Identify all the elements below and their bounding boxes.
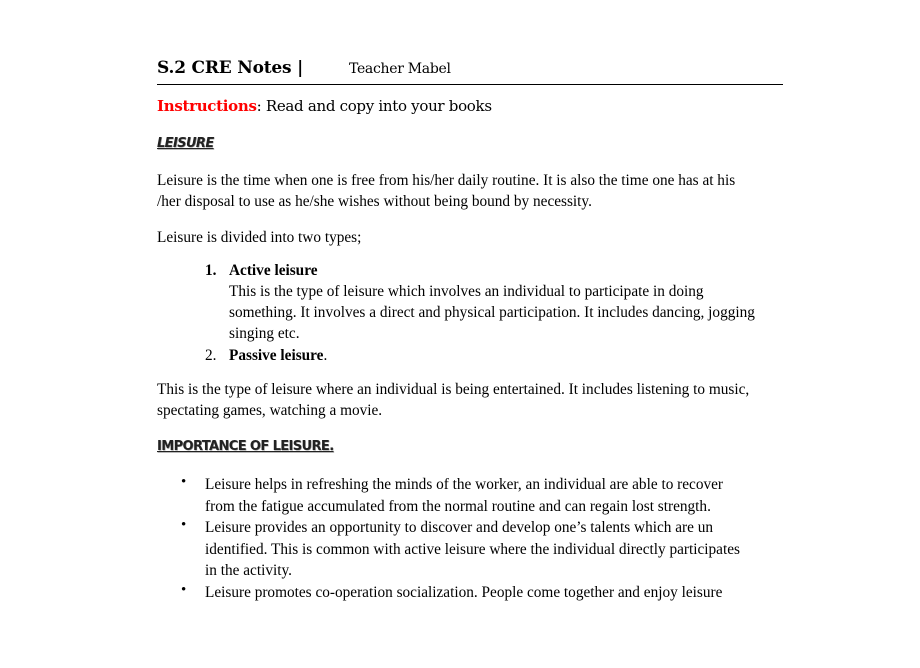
instructions-label: Instructions bbox=[157, 97, 257, 115]
bullet-line: Leisure provides an opportunity to discover and develop one’s talents which are un bbox=[205, 519, 714, 536]
bullet-icon: • bbox=[181, 582, 187, 598]
paragraph-line: Leisure is the time when one is free from his/her daily routine. It is also the time one has at his bbox=[157, 172, 736, 189]
bullet-line: Leisure promotes co-operation socialization. People come together and enjoy leisure bbox=[205, 584, 723, 601]
bullet-item bbox=[157, 517, 783, 583]
instructions-line bbox=[157, 97, 492, 115]
bullet-icon: • bbox=[181, 517, 187, 533]
list-item-content bbox=[229, 345, 327, 366]
document-header bbox=[157, 57, 783, 85]
paragraph-line: spectating games, watching a movie. bbox=[157, 402, 383, 419]
bullet-item bbox=[157, 582, 783, 604]
bullet-line: identified. This is common with active leisure where the individual directly participates bbox=[205, 540, 740, 558]
passive-leisure-paragraph bbox=[157, 379, 749, 421]
list-item-line: singing etc. bbox=[229, 325, 300, 342]
list-number: 2. bbox=[205, 347, 217, 364]
bullet-text bbox=[205, 517, 740, 582]
bullet-icon: • bbox=[181, 474, 187, 490]
list-item-line: This is the type of leisure which involves an individual to participate in doing bbox=[229, 283, 704, 300]
heading-importance-of-leisure: IMPORTANCE OF LEISURE. bbox=[157, 439, 334, 454]
paragraph-line: This is the type of leisure where an individual is being entertained. It includes listening to music, bbox=[157, 381, 750, 398]
list-item-title: Passive leisure bbox=[229, 347, 324, 364]
bullet-text bbox=[205, 474, 723, 517]
teacher-name: Teacher Mabel bbox=[349, 61, 451, 77]
bullet-text bbox=[205, 582, 722, 604]
bullet-line: in the activity. bbox=[205, 562, 292, 579]
bullet-line: from the fatigue accumulated from the normal routine and can regain lost strength. bbox=[205, 497, 711, 515]
bullet-item bbox=[157, 474, 783, 518]
heading-leisure: LEISURE bbox=[157, 136, 214, 151]
paragraph-line: /her disposal to use as he/she wishes without being bound by necessity. bbox=[157, 193, 592, 210]
list-item-title: Active leisure bbox=[229, 262, 318, 279]
instructions-text: : Read and copy into your books bbox=[256, 97, 492, 115]
list-item-line: something. It involves a direct and physical participation. It includes dancing, jogging bbox=[229, 304, 755, 321]
list-item-suffix: . bbox=[323, 347, 328, 364]
list-number: 1. bbox=[205, 262, 217, 279]
document-title: S.2 CRE Notes | bbox=[157, 58, 304, 78]
list-item-content bbox=[229, 260, 755, 344]
leisure-types-intro: Leisure is divided into two types; bbox=[157, 229, 362, 246]
leisure-definition-paragraph bbox=[157, 170, 735, 212]
bullet-line: Leisure helps in refreshing the minds of the worker, an individual are able to recover bbox=[205, 476, 724, 493]
